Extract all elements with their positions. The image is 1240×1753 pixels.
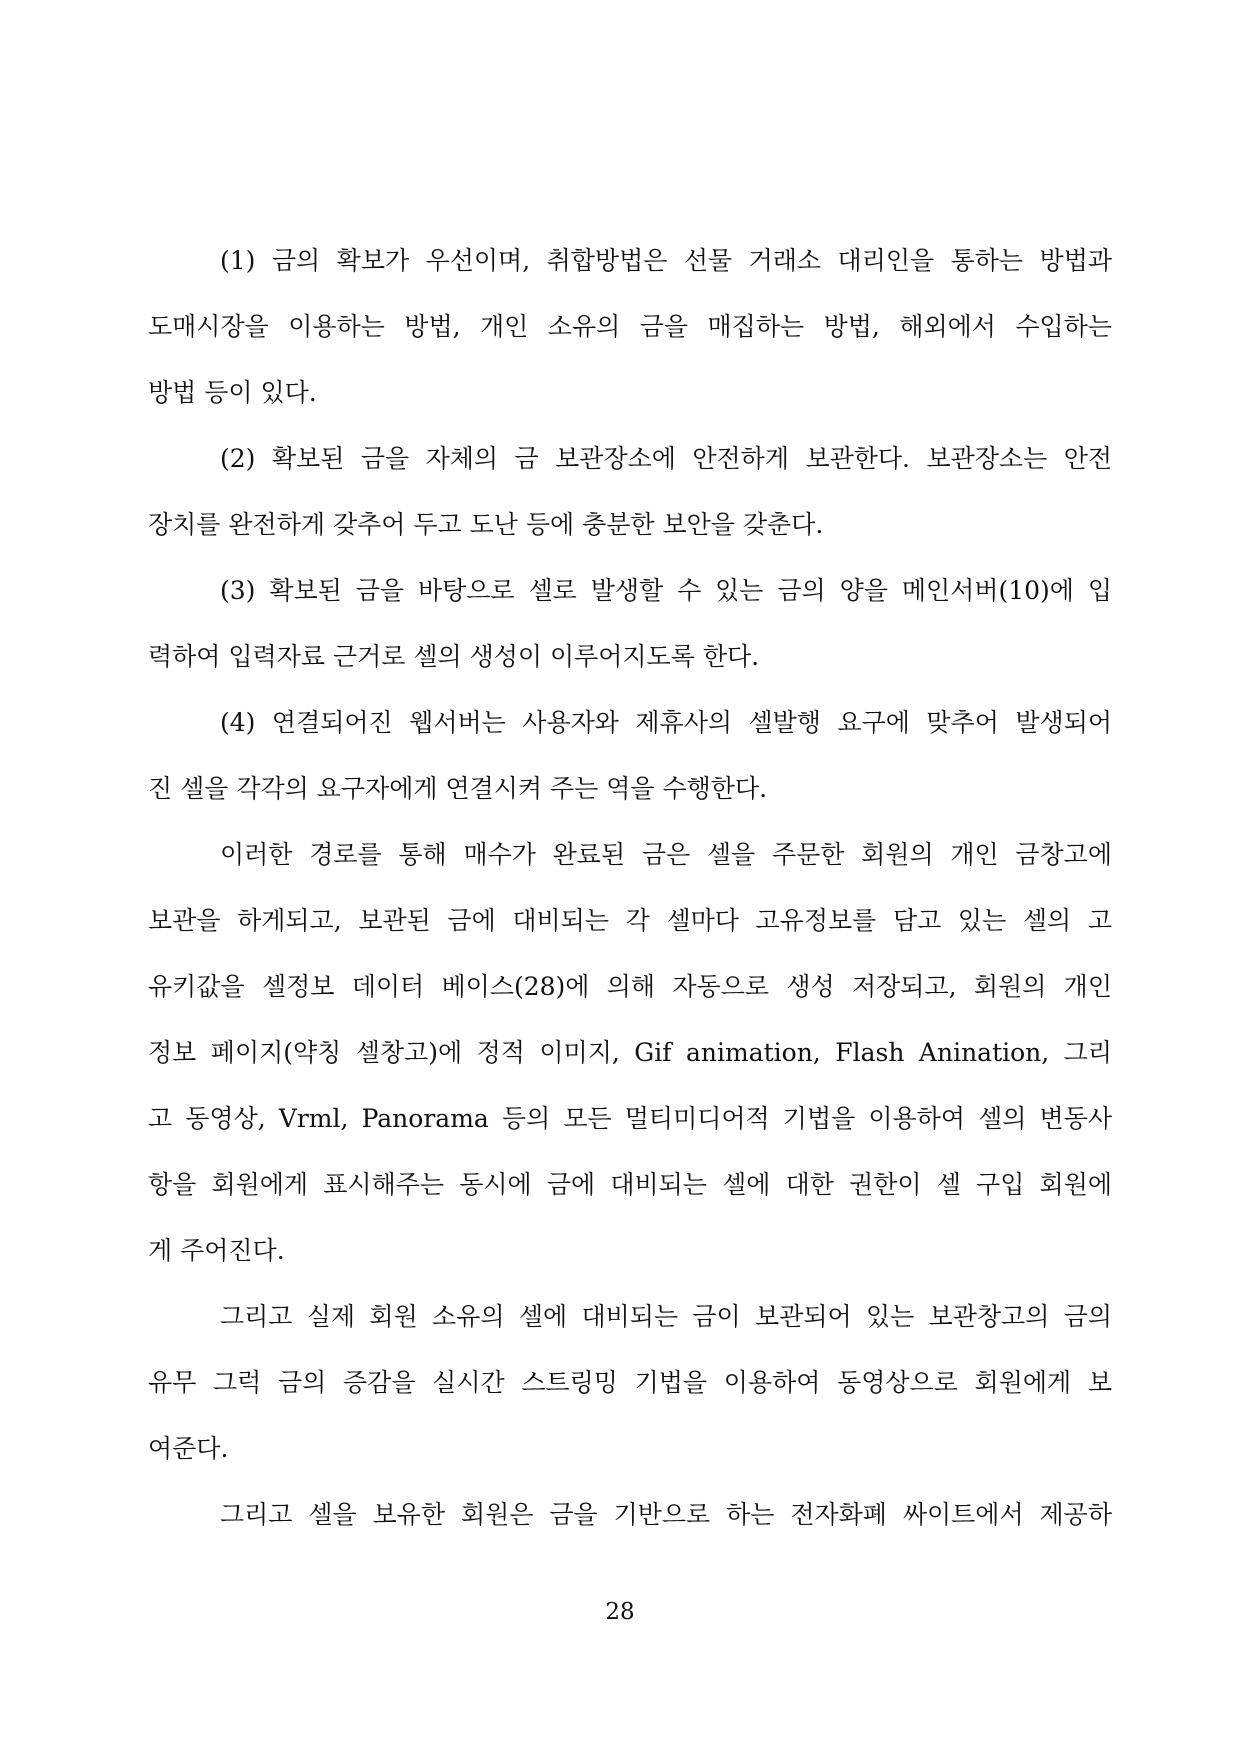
text-line: 력하여 입력자료 근거로 셀의 생성이 이루어지도록 한다. bbox=[148, 642, 760, 671]
text-line: 유키값을 셀정보 데이터 베이스(28)에 의해 자동으로 생성 저장되고, 회원의 개인 bbox=[148, 972, 1112, 1001]
text-line: 이러한 경로를 통해 매수가 완료된 금은 셀을 주문한 회원의 개인 금창고에 bbox=[220, 840, 1112, 869]
page-number: 28 bbox=[605, 1599, 635, 1625]
text-line: 유무 그럭 금의 증감을 실시간 스트링밍 기법을 이용하여 동영상으로 회원에게 보 bbox=[148, 1368, 1112, 1397]
text-line: 그리고 실제 회원 소유의 셀에 대비되는 금이 보관되어 있는 보관창고의 금의 bbox=[220, 1302, 1112, 1331]
text-line: 정보 페이지(약칭 셀창고)에 정적 이미지, Gif animation, Flash Anination, 그리 bbox=[148, 1038, 1112, 1067]
text-line: (4) 연결되어진 웹서버는 사용자와 제휴사의 셀발행 요구에 맞추어 발생되어 bbox=[220, 708, 1112, 737]
text-line: 방법 등이 있다. bbox=[148, 378, 317, 407]
text-line: (2) 확보된 금을 자체의 금 보관장소에 안전하게 보관한다. 보관장소는 안전 bbox=[220, 444, 1112, 473]
text-line: 장치를 완전하게 갖추어 두고 도난 등에 충분한 보안을 갖춘다. bbox=[148, 510, 824, 539]
text-line: 항을 회원에게 표시해주는 동시에 금에 대비되는 셀에 대한 권한이 셀 구입 회원에 bbox=[148, 1170, 1112, 1199]
text-line: 진 셀을 각각의 요구자에게 연결시켜 주는 역을 수행한다. bbox=[148, 774, 768, 803]
body-text bbox=[148, 228, 1112, 1548]
text-line: (1) 금의 확보가 우선이며, 취합방법은 선물 거래소 대리인을 통하는 방법과 bbox=[220, 246, 1112, 275]
text-line: 그리고 셀을 보유한 회원은 금을 기반으로 하는 전자화폐 싸이트에서 제공하 bbox=[220, 1500, 1112, 1529]
text-line: (3) 확보된 금을 바탕으로 셀로 발생할 수 있는 금의 양을 메인서버(10)에 입 bbox=[220, 576, 1112, 605]
text-line: 보관을 하게되고, 보관된 금에 대비되는 각 셀마다 고유정보를 담고 있는 셀의 고 bbox=[148, 906, 1112, 935]
text-line: 고 동영상, Vrml, Panorama 등의 모든 멀티미디어적 기법을 이용하여 셀의 변동사 bbox=[148, 1104, 1112, 1133]
text-line: 도매시장을 이용하는 방법, 개인 소유의 금을 매집하는 방법, 해외에서 수입하는 bbox=[148, 312, 1112, 341]
text-line: 여준다. bbox=[148, 1434, 229, 1463]
text-line: 게 주어진다. bbox=[148, 1236, 285, 1265]
